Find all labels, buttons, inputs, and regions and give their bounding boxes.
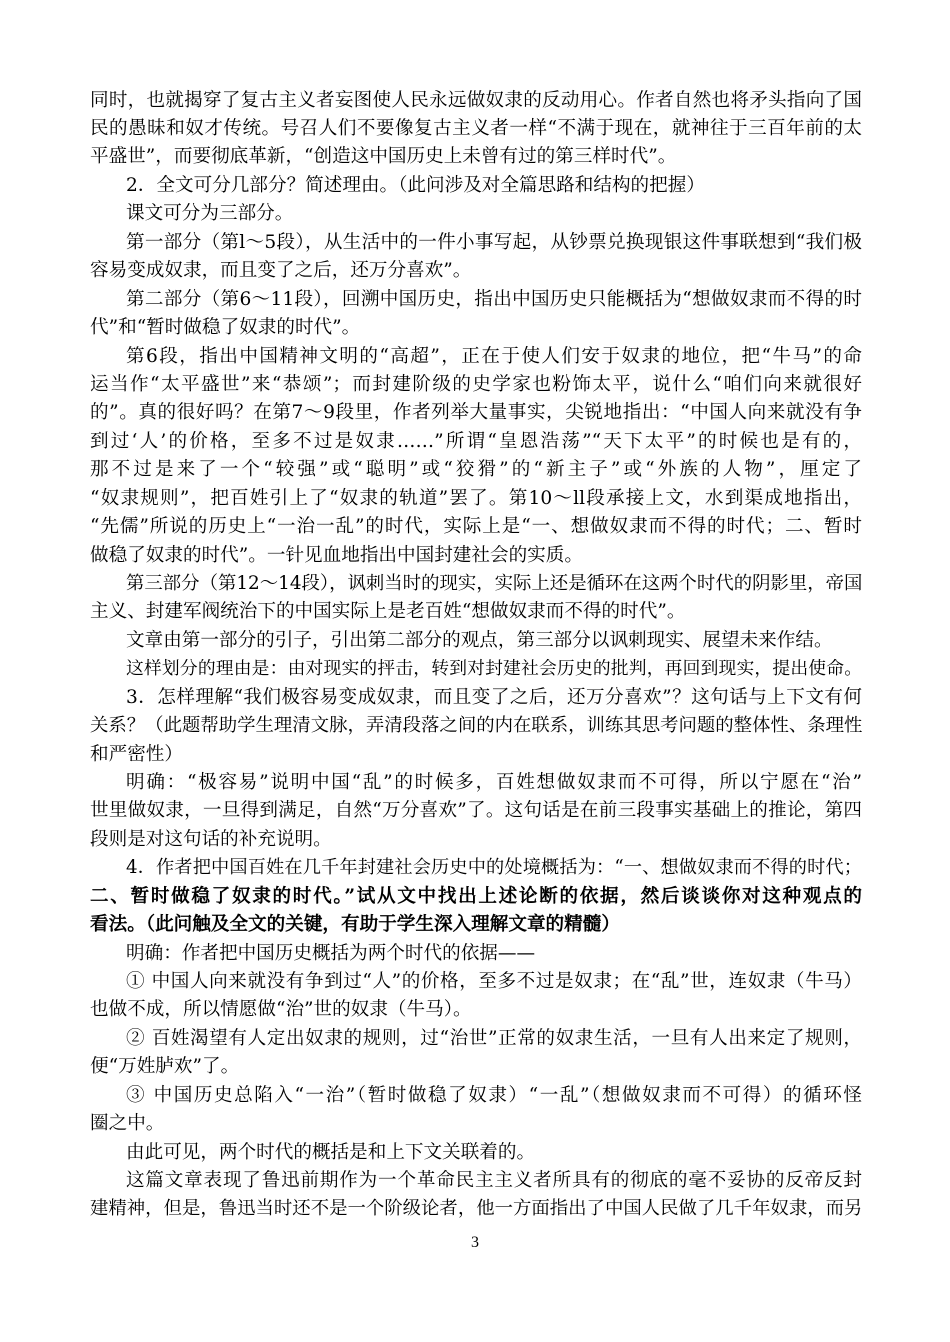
question-4-bold-line: 二、暂时做稳了奴隶的时代。”试从文中找出上述论断的依据，然后谈谈你对这种观点的 xyxy=(90,886,862,907)
text-line: 民的愚昧和奴才传统。号召人们不要像复古主义者一样“不满于现在，就神往于三百年前的太 xyxy=(90,118,862,139)
text-line: 明确：作者把中国历史概括为两个时代的依据—— xyxy=(126,943,536,964)
text-line: 世里做奴隶，一旦得到满足，自然“万分喜欢”了。这句话是在前三段事实基础上的推论，第四 xyxy=(90,800,862,821)
text-line: 建精神，但是，鲁迅当时还不是一个阶级论者，他一方面指出了中国人民做了几千年奴隶，而另 xyxy=(90,1198,863,1219)
text-line: 这篇文章表现了鲁迅前期作为一个革命民主主义者所具有的彻底的毫不妥协的反帝反封 xyxy=(126,1170,862,1191)
text-line: 主义、封建军阀统治下的中国实际上是老百姓“想做奴隶而不得的时代”。 xyxy=(90,601,686,622)
text-line: 到过‘人’的价格，至多不过是奴隶……”所谓“皇恩浩荡”“天下太平”的时候也是有的， xyxy=(90,431,862,452)
text-line: 第一部分（第l～5段），从生活中的一件小事写起，从钞票兑换现银这件事联想到“我们极 xyxy=(126,232,862,253)
page-number: 3 xyxy=(471,1234,479,1251)
text-line: 第6段，指出中国精神文明的“高超”，正在于使人们安于奴隶的地位，把“牛马”的命 xyxy=(126,346,862,367)
text-line: 这样划分的理由是：由对现实的抨击，转到对封建社会历史的批判，再回到现实，提出使命。 xyxy=(126,658,862,679)
text-line: “先儒”所说的历史上“一治一乱”的时代，实际上是“一、想做奴隶而不得的时代；二、暂时 xyxy=(90,516,862,537)
text-line: 也做不成，所以情愿做“治”世的奴隶（牛马）。 xyxy=(90,999,472,1020)
text-line: “奴隶规则”，把百姓引上了“奴隶的轨道”罢了。第10～ll段承接上文，水到渠成地指出， xyxy=(90,488,862,509)
text-line: 和严密性） xyxy=(90,744,183,765)
text-line: 由此可见，两个时代的概括是和上下文关联着的。 xyxy=(126,1142,536,1163)
text-line: 的”。真的很好吗？在第7～9段里，作者列举大量事实，尖锐地指出：“中国人向来就没有争 xyxy=(90,402,862,423)
list-item: ① 中国人向来就没有争到过“人”的价格，至多不过是奴隶；在“乱”世，连奴隶（牛马） xyxy=(126,971,862,992)
text-line: 那不过是来了一个“较强”或“聪明”或“狡猾”的“新主子”或“外族的人物”，厘定了 xyxy=(90,459,862,480)
text-line: 平盛世”，而要彻底革新，“创造这中国历史上未曾有过的第三样时代”。 xyxy=(90,146,677,167)
text-line: 第二部分（第6～11段），回溯中国历史，指出中国历史只能概括为“想做奴隶而不得的时 xyxy=(126,289,862,310)
text-line: 明确：“极容易”说明中国“乱”的时候多，百姓想做奴隶而不可得，所以宁愿在“治” xyxy=(126,772,862,793)
text-line: 代”和“暂时做稳了奴隶的时代”。 xyxy=(90,317,361,338)
text-line: 第三部分（第12～14段），讽刺当时的现实，实际上还是循环在这两个时代的阴影里，帝国 xyxy=(126,573,863,594)
question-2: 2．全文可分几部分？简述理由。（此问涉及对全篇思路和结构的把握） xyxy=(126,175,705,196)
text-line: 便“万姓胪欢”了。 xyxy=(90,1056,240,1077)
list-item: ② 百姓渴望有人定出奴隶的规则，过“治世”正常的奴隶生活，一旦有人出来定了规则， xyxy=(126,1028,862,1049)
text-line: 圈之中。 xyxy=(90,1113,165,1134)
list-item: ③ 中国历史总陷入“一治”（暂时做稳了奴隶）“一乱”（想做奴隶而不可得）的循环怪 xyxy=(126,1085,862,1106)
text-line: 段则是对这句话的补充说明。 xyxy=(90,829,332,850)
text-line: 容易变成奴隶，而且变了之后，还万分喜欢”。 xyxy=(90,260,472,281)
text-line: 运当作“太平盛世”来“恭颂”；而封建阶级的史学家也粉饰太平，说什么“咱们向来就很好 xyxy=(90,374,862,395)
text-line: 做稳了奴隶的时代”。一针见血地指出中国封建社会的实质。 xyxy=(90,545,583,566)
text-line: 课文可分为三部分。 xyxy=(126,203,294,224)
text-line: 文章由第一部分的引子，引出第二部分的观点，第三部分以讽刺现实、展望未来作结。 xyxy=(126,630,833,651)
question-4: 4．作者把中国百姓在几千年封建社会历史中的处境概括为：“一、想做奴隶而不得的时代； xyxy=(126,857,862,878)
text-line: 同时，也就揭穿了复古主义者妄图使人民永远做奴隶的反动用心。作者自然也将矛头指向了国 xyxy=(90,90,862,111)
text-line: 关系？（此题帮助学生理清文脉，弄清段落之间的内在联系，训练其思考问题的整体性、条理性 xyxy=(90,715,863,736)
question-3: 3．怎样理解“我们极容易变成奴隶，而且变了之后，还万分喜欢”？这句话与上下文有何 xyxy=(126,687,862,708)
question-4-bold-line: 看法。（此问触及全文的关键，有助于学生深入理解文章的精髓） xyxy=(90,914,620,935)
